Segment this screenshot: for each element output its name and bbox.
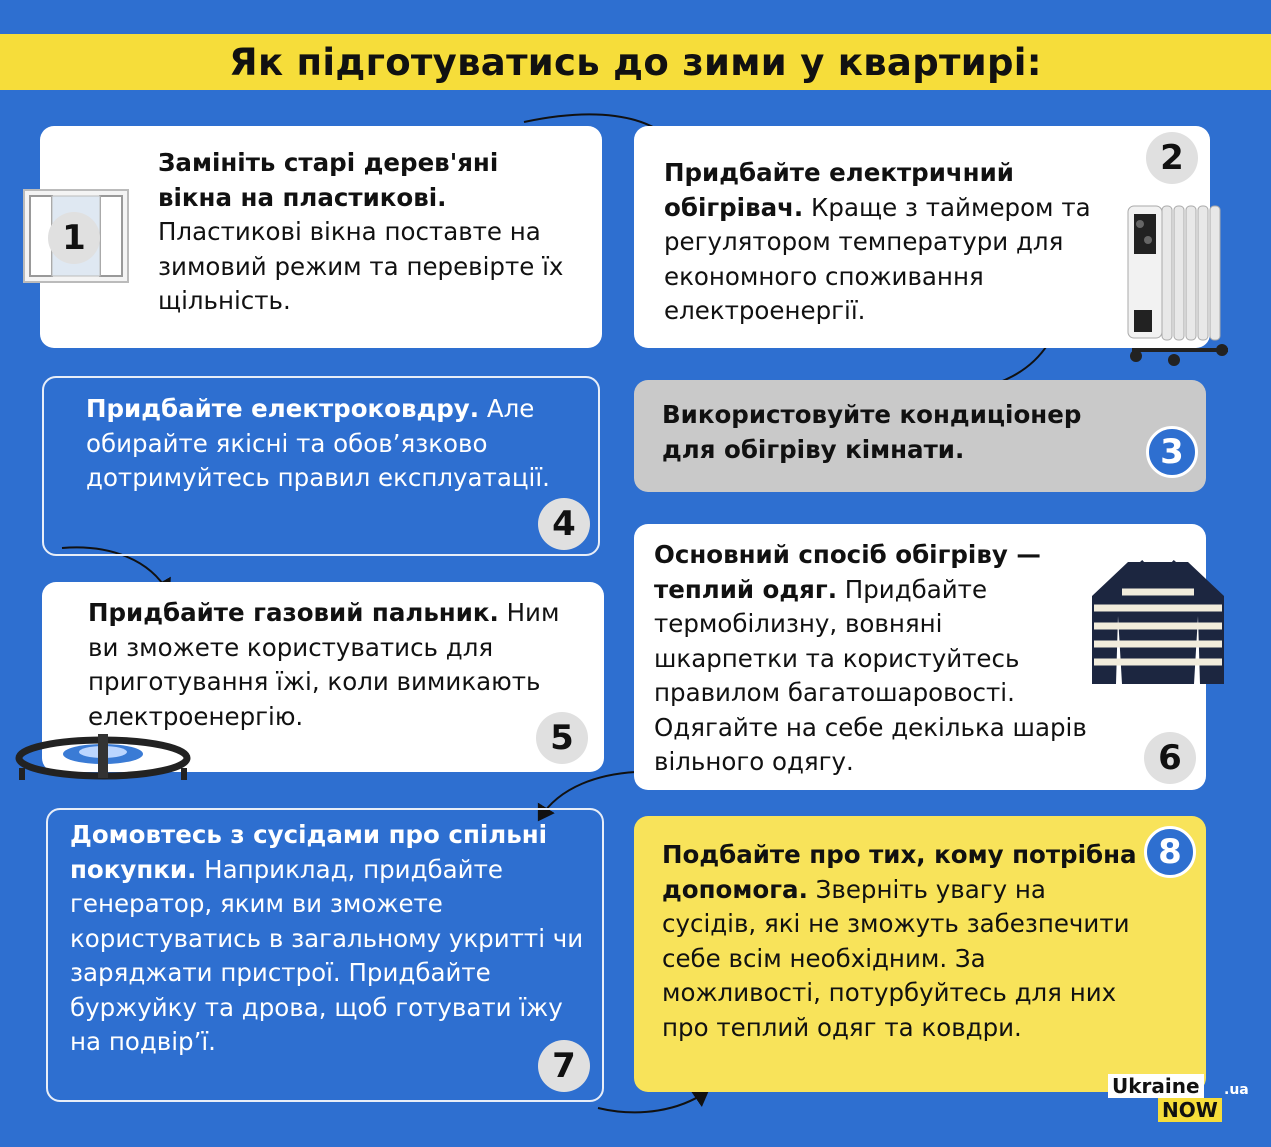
tip-card-4 [42, 376, 600, 556]
tip-text-8: Подбайте про тих, кому потрібна допомога. Зверніть увагу на сусідів, які не зможуть забезпечити себе всім необхідним. За можливості, потурбуйтесь для них про теплий одяг та ковдри. [662, 840, 1137, 1042]
logo-suffix: .ua [1224, 1082, 1249, 1098]
heater-icon [1122, 200, 1234, 366]
tip-text-3: Використовуйте кондиціонер для обігріву кімнати. [662, 400, 1082, 464]
tip-number-8: 8 [1144, 826, 1196, 878]
tip-number-1: 1 [48, 212, 100, 264]
tip-number-6: 6 [1144, 732, 1196, 784]
tip-number-3: 3 [1146, 426, 1198, 478]
tip-number-5: 5 [536, 712, 588, 764]
logo-line-2: NOW [1158, 1098, 1222, 1122]
ukraine-now-logo [1100, 1070, 1250, 1126]
tip-text-2: Придбайте електричний обігрівач. Краще з таймером та регулятором температури для економного споживання електроенергії. [664, 158, 1091, 325]
tip-number-4: 4 [538, 498, 590, 550]
arrow-7-8 [598, 1092, 706, 1112]
logo-line-1: Ukraine [1108, 1074, 1204, 1098]
tip-text-7: Домовтесь з сусідами про спільні покупки. Наприклад, придбайте генератор, яким ви зможете користуватись в загальному укритті чи заряджати пристрої. Придбайте буржуйку та дрова, щоб готувати їжу на подвір’ї. [70, 820, 584, 1056]
tip-text-5: Придбайте газовий пальник. Ним ви зможете користуватись для приготування їжі, коли вимикають електроенергію. [88, 598, 560, 731]
tip-text-4: Придбайте електроковдру. Але обирайте якісні та обов’язково дотримуйтесь правил експлуатації. [86, 394, 550, 492]
tip-text-6: Основний спосіб обігріву — теплий одяг. Придбайте термобілизну, вовняні шкарпетки та користуйтесь правилом багатошаровості. Одягайте на себе декілька шарів вільного одягу. [654, 540, 1087, 776]
page-title: Як підготуватись до зими у квартирі: [0, 34, 1271, 90]
tip-number-2: 2 [1146, 132, 1198, 184]
tip-number-7: 7 [538, 1040, 590, 1092]
tip-text-1: Замініть старі дерев'яні вікна на пластикові. Пластикові вікна поставте на зимовий режим та перевірте їх щільність. [158, 148, 564, 315]
sweater-icon [1088, 556, 1228, 688]
tip-card-7 [46, 808, 604, 1102]
gas-burner-icon [12, 728, 194, 784]
tip-card-8 [634, 816, 1206, 1092]
tip-card-3 [634, 380, 1206, 492]
